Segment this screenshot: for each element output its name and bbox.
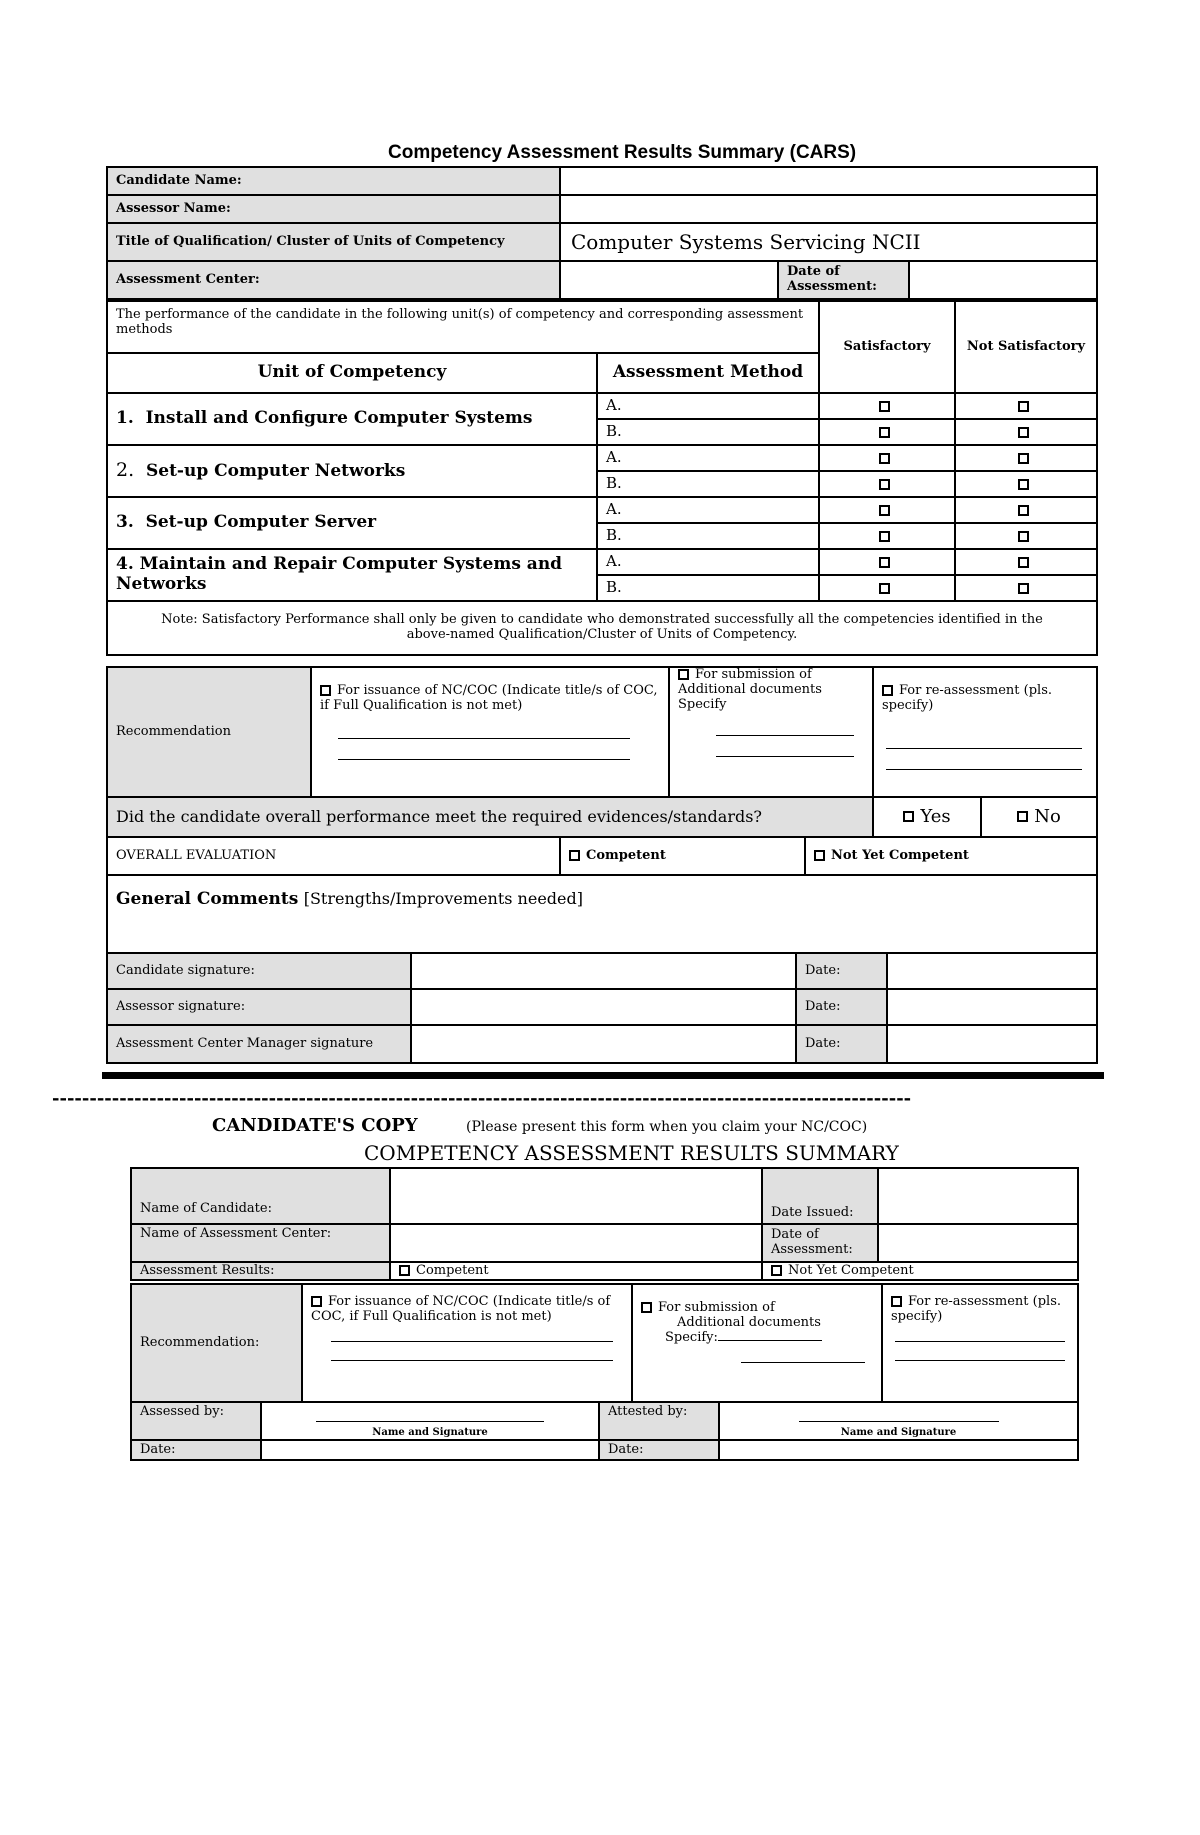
- rec-line[interactable]: [338, 749, 630, 760]
- method-a: A.: [597, 445, 819, 471]
- copy-rec-line[interactable]: [895, 1350, 1065, 1361]
- unit-name: Set-up Computer Server: [145, 512, 377, 533]
- assessed-by-label: Assessed by:: [131, 1402, 261, 1440]
- not-satisfactory-checkbox[interactable]: [1018, 401, 1029, 412]
- overall-question: Did the candidate overall performance meet the required evidences/standards?: [107, 797, 873, 837]
- assessed-by-field[interactable]: [261, 1402, 599, 1440]
- copy-reassessment-checkbox[interactable]: [891, 1296, 902, 1307]
- satisfactory-checkbox[interactable]: [879, 505, 890, 516]
- copy-competent-label: Competent: [416, 1262, 489, 1278]
- copy-nyc-checkbox[interactable]: [771, 1265, 782, 1276]
- name-of-center-field[interactable]: [390, 1224, 762, 1262]
- copy-rec-issuance-text: For issuance of NC/COC (Indicate title/s of COC, if Full Qualification is not met): [311, 1294, 611, 1324]
- date-of-assessment-label: Date of Assessment:: [778, 261, 909, 299]
- not-satisfactory-checkbox[interactable]: [1018, 427, 1029, 438]
- copy-rec-submission-3: Specify:: [665, 1329, 718, 1345]
- col-method: Assessment Method: [597, 353, 819, 393]
- col-satisfactory: Satisfactory: [819, 301, 955, 393]
- not-satisfactory-checkbox[interactable]: [1018, 557, 1029, 568]
- general-comments-label: General Comments: [116, 889, 299, 909]
- issuance-checkbox[interactable]: [320, 685, 331, 696]
- assessment-results-label: Assessment Results:: [131, 1262, 390, 1280]
- assessor-date-field[interactable]: [887, 989, 1097, 1025]
- unit-name: Install and Configure Computer Systems: [145, 408, 533, 429]
- form-title: Competency Assessment Results Summary (CARS): [388, 142, 857, 163]
- copy-competent-checkbox[interactable]: [399, 1265, 410, 1276]
- col-not-satisfactory: Not Satisfactory: [955, 301, 1097, 393]
- candidates-copy-heading: CANDIDATE'S COPY: [212, 1115, 418, 1136]
- not-yet-competent-label: Not Yet Competent: [831, 847, 969, 863]
- overall-eval-table: [106, 836, 1098, 954]
- overall-question-table: [106, 796, 1098, 838]
- satisfactory-checkbox[interactable]: [879, 531, 890, 542]
- assessed-date-field[interactable]: [261, 1440, 599, 1460]
- assessor-signature-label: Assessor signature:: [107, 989, 411, 1025]
- not-satisfactory-checkbox[interactable]: [1018, 583, 1029, 594]
- unit-row-2: [107, 445, 597, 497]
- cut-line: -------------------------------------------------------------------------------------------------------------------: [52, 1088, 912, 1109]
- copy-recommendation-label: Recommendation:: [131, 1284, 302, 1402]
- not-satisfactory-checkbox[interactable]: [1018, 505, 1029, 516]
- manager-signature-label: Assessment Center Manager signature: [107, 1025, 411, 1063]
- general-comments-cell[interactable]: [107, 875, 1097, 953]
- attested-date-field[interactable]: [719, 1440, 1078, 1460]
- candidate-signature-label: Candidate signature:: [107, 953, 411, 989]
- satisfactory-checkbox[interactable]: [879, 479, 890, 490]
- present-note: (Please present this form when you claim your NC/COC): [466, 1119, 868, 1135]
- copy-date-label: Date:: [131, 1440, 261, 1460]
- satisfactory-checkbox[interactable]: [879, 583, 890, 594]
- copy-date-of-assessment-field[interactable]: [878, 1224, 1078, 1262]
- copy-title: COMPETENCY ASSESSMENT RESULTS SUMMARY: [364, 1141, 899, 1165]
- general-comments-hint: [Strengths/Improvements needed]: [303, 889, 583, 908]
- no-label: No: [1034, 805, 1061, 827]
- unit-num: 3.: [116, 512, 134, 533]
- copy-rec-reassessment-text: For re-assessment (pls. specify): [891, 1294, 1062, 1324]
- method-a: A.: [597, 497, 819, 523]
- name-and-signature: Name and Signature: [840, 1426, 957, 1438]
- copy-nyc-label: Not Yet Competent: [788, 1262, 914, 1278]
- date-label: Date:: [796, 989, 887, 1025]
- rec-reassessment-text: For re-assessment (pls. specify): [882, 683, 1053, 713]
- copy-date-label: Date:: [599, 1440, 719, 1460]
- thick-divider: [102, 1072, 1104, 1079]
- copy-rec-submission-1: For submission of: [658, 1300, 775, 1315]
- unit-row-4: [107, 549, 597, 601]
- copy-signature-table: [130, 1401, 1079, 1461]
- qualification-label: Title of Qualification/ Cluster of Units of Competency: [107, 223, 560, 261]
- qualification-value[interactable]: Computer Systems Servicing NCII: [560, 223, 1097, 261]
- date-issued-label: Date Issued:: [762, 1168, 878, 1224]
- overall-eval-label: OVERALL EVALUATION: [107, 837, 560, 875]
- recommendation-label: Recommendation: [107, 667, 311, 797]
- date-of-assessment-field[interactable]: [909, 261, 1097, 299]
- satisfactory-note: Note: Satisfactory Performance shall only be given to candidate who demonstrated successfully all the competencies identified in the above-named Qualification/Cluster of Units of Competency.: [107, 601, 1097, 655]
- copy-rec-submission-cell: [632, 1284, 882, 1402]
- manager-signature-field[interactable]: [411, 1025, 796, 1063]
- competent-checkbox[interactable]: [569, 850, 580, 861]
- yes-checkbox[interactable]: [903, 811, 914, 822]
- date-issued-field[interactable]: [878, 1168, 1078, 1224]
- unit-name: Set-up Computer Networks: [145, 461, 406, 482]
- attested-by-label: Attested by:: [599, 1402, 719, 1440]
- attested-by-field[interactable]: [719, 1402, 1078, 1440]
- name-of-candidate-label: Name of Candidate:: [131, 1168, 390, 1224]
- method-b: B.: [597, 523, 819, 549]
- name-of-candidate-field[interactable]: [390, 1168, 762, 1224]
- assessed-by-line[interactable]: [316, 1411, 544, 1422]
- satisfactory-checkbox[interactable]: [879, 557, 890, 568]
- unit-row-1: [107, 393, 597, 445]
- reassessment-checkbox[interactable]: [882, 685, 893, 696]
- assessor-name-label: Assessor Name:: [107, 195, 560, 223]
- rec-submission-cell: [669, 667, 873, 797]
- units-table: [106, 300, 1098, 656]
- assessment-center-field[interactable]: [560, 261, 778, 299]
- copy-rec-line[interactable]: [741, 1352, 865, 1363]
- satisfactory-checkbox[interactable]: [879, 427, 890, 438]
- unit-name: Maintain and Repair Computer Systems and Networks: [116, 554, 563, 594]
- candidate-date-field[interactable]: [887, 953, 1097, 989]
- rec-line[interactable]: [886, 738, 1082, 749]
- attested-by-line[interactable]: [799, 1411, 999, 1422]
- copy-rec-submission-2: Additional documents: [677, 1314, 821, 1330]
- assessor-name-field[interactable]: [560, 195, 1097, 223]
- copy-recommendation-table: [130, 1283, 1079, 1403]
- unit-row-3: [107, 497, 597, 549]
- competent-label: Competent: [586, 847, 666, 863]
- rec-line[interactable]: [716, 746, 854, 757]
- name-of-center-label: Name of Assessment Center:: [131, 1224, 390, 1262]
- submission-checkbox[interactable]: [678, 669, 689, 680]
- rec-line[interactable]: [886, 759, 1082, 770]
- date-label: Date:: [796, 1025, 887, 1063]
- rec-line[interactable]: [716, 725, 854, 736]
- rec-issuance-cell: [311, 667, 669, 797]
- rec-line[interactable]: [338, 728, 630, 739]
- name-and-signature: Name and Signature: [372, 1426, 488, 1438]
- candidate-name-label: Candidate Name:: [107, 167, 560, 195]
- method-b: B.: [597, 419, 819, 445]
- satisfactory-checkbox[interactable]: [879, 401, 890, 412]
- copy-rec-reassessment-cell: [882, 1284, 1078, 1402]
- rec-issuance-text: For issuance of NC/COC (Indicate title/s of COC, if Full Qualification is not met): [320, 683, 658, 713]
- cars-header-table: [106, 166, 1098, 300]
- unit-num: 1.: [116, 408, 134, 429]
- candidate-name-field[interactable]: [560, 167, 1097, 195]
- signature-table: [106, 952, 1098, 1064]
- copy-rec-line[interactable]: [718, 1340, 822, 1341]
- not-satisfactory-checkbox[interactable]: [1018, 531, 1029, 542]
- no-checkbox[interactable]: [1017, 811, 1028, 822]
- copy-table: [130, 1167, 1079, 1281]
- recommendation-table: [106, 666, 1098, 798]
- unit-num: 2.: [116, 459, 135, 482]
- rec-submission-text: For submission of Additional documents Specify: [678, 667, 822, 712]
- date-of-assessment-label: Date of Assessment:: [762, 1224, 878, 1262]
- yes-label: Yes: [920, 805, 951, 827]
- method-a: A.: [597, 393, 819, 419]
- method-a: A.: [597, 549, 819, 575]
- not-satisfactory-checkbox[interactable]: [1018, 453, 1029, 464]
- copy-submission-checkbox[interactable]: [641, 1302, 652, 1313]
- copy-issuance-checkbox[interactable]: [311, 1296, 322, 1307]
- col-unit: Unit of Competency: [107, 353, 597, 393]
- copy-rec-issuance-cell: [302, 1284, 632, 1402]
- candidate-signature-field[interactable]: [411, 953, 796, 989]
- copy-rec-line[interactable]: [895, 1331, 1065, 1342]
- date-label: Date:: [796, 953, 887, 989]
- copy-rec-line[interactable]: [331, 1350, 613, 1361]
- performance-text: The performance of the candidate in the following unit(s) of competency and corresponding assessment methods: [107, 301, 819, 353]
- assessment-center-label: Assessment Center:: [107, 261, 560, 299]
- not-yet-competent-checkbox[interactable]: [814, 850, 825, 861]
- satisfactory-checkbox[interactable]: [879, 453, 890, 464]
- unit-num: 4.: [116, 554, 134, 575]
- assessor-signature-field[interactable]: [411, 989, 796, 1025]
- method-b: B.: [597, 471, 819, 497]
- manager-date-field[interactable]: [887, 1025, 1097, 1063]
- rec-reassessment-cell: [873, 667, 1097, 797]
- method-b: B.: [597, 575, 819, 601]
- not-satisfactory-checkbox[interactable]: [1018, 479, 1029, 490]
- copy-rec-line[interactable]: [331, 1331, 613, 1342]
